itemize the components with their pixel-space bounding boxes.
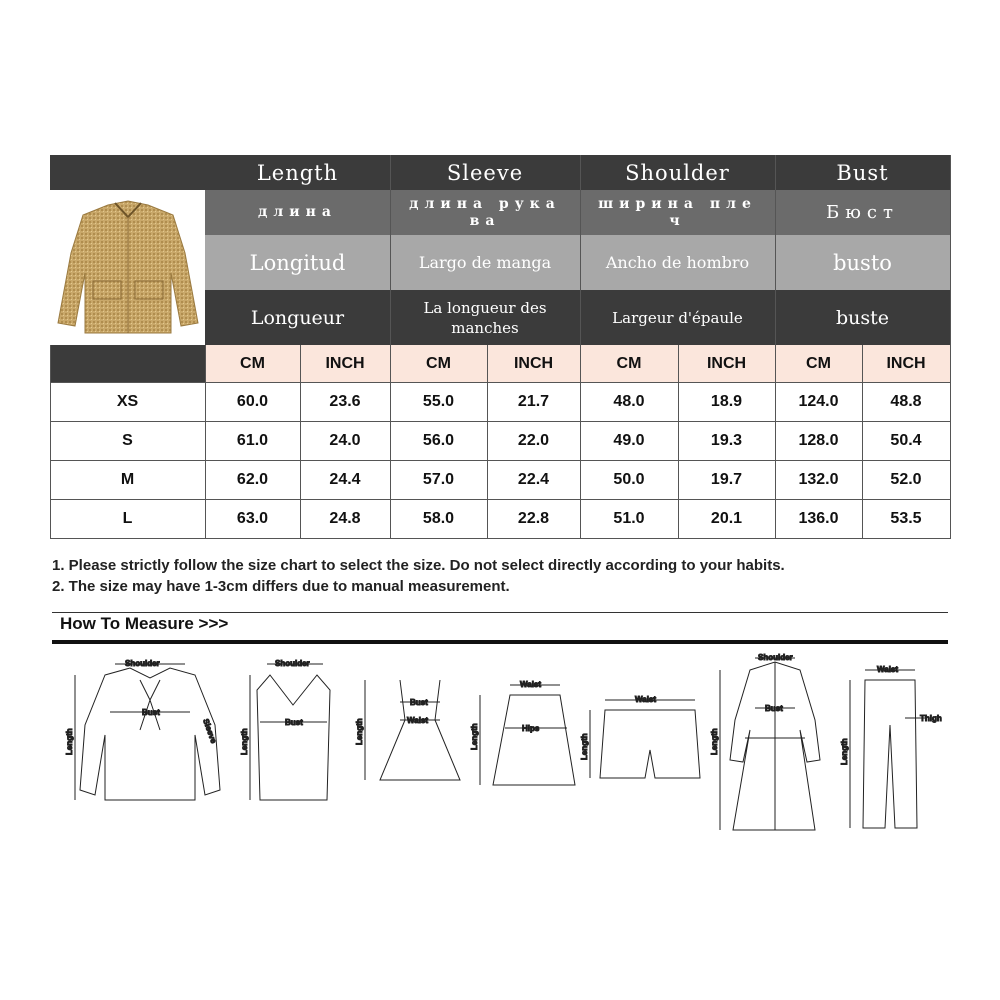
label-length: Length xyxy=(710,728,719,755)
measurement-value: 56.0 xyxy=(422,431,455,449)
measurement-value: 48.0 xyxy=(613,392,645,410)
col-divider xyxy=(862,345,863,539)
header-shoulder-es: Ancho de hombro xyxy=(580,235,775,290)
size-label: S xyxy=(122,431,133,449)
measurement-value: 19.7 xyxy=(710,470,743,488)
col-divider xyxy=(950,155,951,539)
header-length-fr: Longueur xyxy=(205,290,390,345)
measurement-value: 62.0 xyxy=(236,470,269,488)
measurement-value: 61.0 xyxy=(236,431,269,449)
pants-icon xyxy=(840,665,942,828)
header-length-en: Length xyxy=(205,155,390,190)
header-sleeve-es: Largo de manga xyxy=(390,235,580,290)
measurement-value: 51.0 xyxy=(613,509,645,527)
tank-top-icon xyxy=(240,659,330,800)
measurement-value: 132.0 xyxy=(798,470,839,488)
label-length: Length xyxy=(65,728,74,755)
label-waist: Waist xyxy=(407,716,429,725)
header-shoulder-en: Shoulder xyxy=(580,155,775,190)
size-label: L xyxy=(122,509,133,527)
col-divider xyxy=(487,345,488,539)
label-shoulder: Shoulder xyxy=(758,653,793,662)
row-divider xyxy=(50,421,950,422)
measurement-value: 57.0 xyxy=(422,470,455,488)
header-shoulder-ru: ширина пле ч xyxy=(580,190,775,235)
label-length: Length xyxy=(355,718,364,745)
measurement-value: 24.4 xyxy=(329,470,361,488)
measurement-value: 124.0 xyxy=(798,392,839,410)
header-sleeve-en: Sleeve xyxy=(390,155,580,190)
product-image-cell xyxy=(50,190,205,345)
label-shoulder: Shoulder xyxy=(275,659,310,668)
unit-cm: CM xyxy=(775,345,862,382)
measurement-value: 21.7 xyxy=(517,392,550,410)
measurement-value: 52.0 xyxy=(890,470,922,488)
blouse-icon xyxy=(65,659,220,800)
label-sleeve: Sleeve xyxy=(201,717,219,745)
measurement-value: 49.0 xyxy=(613,431,645,449)
measurement-value: 19.3 xyxy=(710,431,743,449)
jacket-product-image xyxy=(53,193,203,343)
unit-inch: INCH xyxy=(862,345,950,382)
label-waist: Waist xyxy=(877,665,899,674)
header-shoulder-fr: Largeur d'épaule xyxy=(580,290,775,345)
col-divider xyxy=(390,155,391,539)
label-length: Length xyxy=(580,733,589,760)
unit-inch: INCH xyxy=(487,345,580,382)
size-label: XS xyxy=(116,392,139,410)
col-divider xyxy=(50,345,51,539)
measurement-value: 22.4 xyxy=(517,470,550,488)
row-divider xyxy=(50,538,950,539)
label-shoulder: Shoulder xyxy=(125,659,160,668)
label-length: Length xyxy=(470,723,479,750)
measurement-value: 22.0 xyxy=(517,431,550,449)
measurement-value: 50.0 xyxy=(613,470,645,488)
unit-cm: CM xyxy=(390,345,487,382)
col-divider xyxy=(300,345,301,539)
measurement-value: 60.0 xyxy=(236,392,269,410)
header-bust-fr: buste xyxy=(775,290,950,345)
trench-coat-icon xyxy=(710,653,820,830)
col-divider xyxy=(580,155,581,539)
measurement-value: 20.1 xyxy=(710,509,743,527)
measurement-value: 24.8 xyxy=(329,509,361,527)
skirt-icon xyxy=(470,680,575,785)
header-sleeve-ru: длина рука ва xyxy=(390,190,580,235)
label-bust: Bust xyxy=(410,698,428,707)
measurement-value: 18.9 xyxy=(710,392,743,410)
label-thigh: Thigh xyxy=(920,714,942,723)
measurement-value: 24.0 xyxy=(329,431,361,449)
measurement-figures xyxy=(55,650,950,840)
col-divider xyxy=(678,345,679,539)
header-length-ru: длина xyxy=(205,190,390,235)
row-divider xyxy=(50,460,950,461)
label-waist: Waist xyxy=(520,680,542,689)
unit-cm: CM xyxy=(580,345,678,382)
unit-cm: CM xyxy=(205,345,300,382)
measurement-value: 58.0 xyxy=(422,509,455,527)
header-bust-ru: Бюст xyxy=(775,190,950,235)
row-divider xyxy=(50,382,950,383)
size-column-header xyxy=(50,345,205,382)
shorts-icon xyxy=(580,695,700,778)
label-hips: Hips xyxy=(522,724,540,733)
measurement-value: 48.8 xyxy=(890,392,922,410)
header-bust-en: Bust xyxy=(775,155,950,190)
col-divider xyxy=(775,155,776,539)
label-bust: Bust xyxy=(765,704,783,713)
unit-inch: INCH xyxy=(300,345,390,382)
size-notes xyxy=(52,555,952,597)
measurement-value: 50.4 xyxy=(890,431,922,449)
dress-icon xyxy=(355,680,460,780)
measurement-value: 23.6 xyxy=(329,392,361,410)
label-waist: Waist xyxy=(635,695,657,704)
header-length-es: Longitud xyxy=(205,235,390,290)
how-to-measure-title: How To Measure >>> xyxy=(60,614,229,633)
size-chart-table xyxy=(50,155,950,539)
measurement-value: 136.0 xyxy=(798,509,839,527)
section-divider-thick xyxy=(52,640,948,644)
label-length: Length xyxy=(240,728,249,755)
label-bust: Bust xyxy=(285,718,303,727)
measurement-value: 55.0 xyxy=(422,392,455,410)
measurement-value: 128.0 xyxy=(798,431,839,449)
unit-inch: INCH xyxy=(678,345,775,382)
label-bust: Bust xyxy=(142,708,160,717)
col-divider xyxy=(205,345,206,539)
size-label: M xyxy=(120,470,135,488)
section-divider xyxy=(52,612,948,613)
note-line: 1. Please strictly follow the size chart to select the size. Do not select directly according to your habits. xyxy=(52,557,785,574)
row-divider xyxy=(50,499,950,500)
header-bust-es: busto xyxy=(775,235,950,290)
measurement-value: 63.0 xyxy=(236,509,269,527)
corner-header xyxy=(50,155,205,190)
label-length: Length xyxy=(840,738,849,765)
measurement-value: 22.8 xyxy=(517,509,550,527)
note-line: 2. The size may have 1-3cm differs due to manual measurement. xyxy=(52,578,510,595)
measurement-value: 53.5 xyxy=(890,509,922,527)
header-sleeve-fr: La longueur des manches xyxy=(390,290,580,345)
